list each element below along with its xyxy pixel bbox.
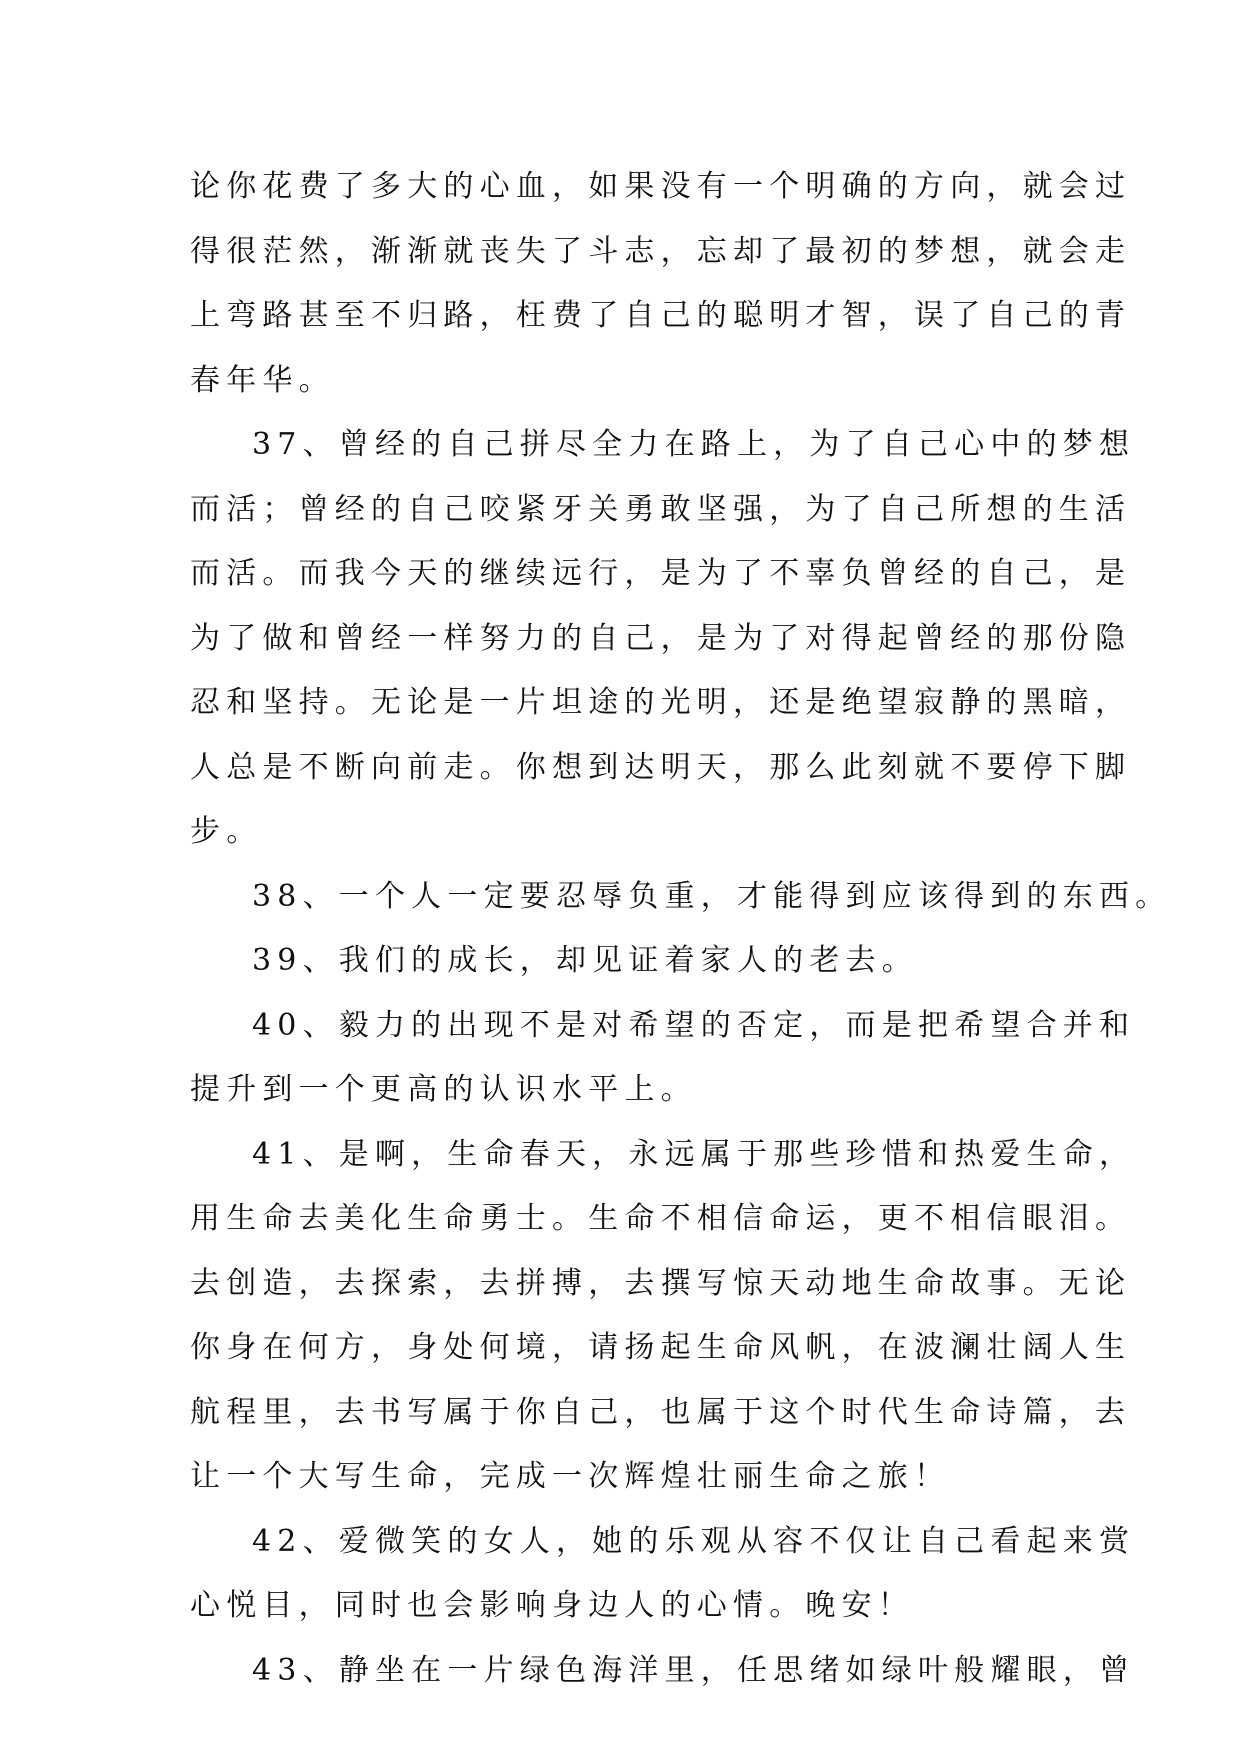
text-line: 40、毅力的出现不是对希望的否定，而是把希望合并和 [252,1007,1136,1043]
text-line: 39、我们的成长，却见证着家人的老去。 [252,943,918,978]
text-line: 你身在何方，身处何境，请扬起生命风帆，在波澜壮阔人生 [190,1330,1132,1365]
text-line: 42、爱微笑的女人，她的乐观从容不仅让自己看起来赏 [252,1523,1136,1559]
text-line: 上弯路甚至不归路，枉费了自己的聪明才智，误了自己的青 [190,298,1132,333]
text-line: 43、静坐在一片绿色海洋里，任思绪如绿叶般耀眼，曾 [252,1652,1136,1688]
text-line: 春年华。 [190,362,335,398]
text-line: 而活。而我今天的继续远行，是为了不辜负曾经的自己，是 [190,556,1132,591]
text-line: 让一个大写生命，完成一次辉煌壮丽生命之旅！ [190,1459,951,1494]
text-line: 人总是不断向前走。你想到达明天，那么此刻就不要停下脚 [190,749,1132,785]
text-line: 忍和坚持。无论是一片坦途的光明，还是绝望寂静的黑暗， [190,685,1132,720]
text-line: 37、曾经的自己拼尽全力在路上，为了自己心中的梦想 [252,427,1136,462]
text-line: 去创造，去探索，去拼搏，去撰写惊天动地生命故事。无论 [190,1265,1132,1301]
text-line: 得很茫然，渐渐就丧失了斗志，忘却了最初的梦想，就会走 [190,233,1132,269]
text-line: 为了做和曾经一样努力的自己，是为了对得起曾经的那份隐 [190,620,1132,656]
text-line: 提升到一个更高的认识水平上。 [190,1072,697,1107]
text-line: 38、一个人一定要忍辱负重，才能得到应该得到的东西。 [252,878,1172,914]
document-body [190,155,1172,1703]
text-line: 心悦目，同时也会影响身边人的心情。晚安！ [190,1588,914,1623]
text-line: 而活；曾经的自己咬紧牙关勇敢坚强，为了自己所想的生活 [190,491,1132,527]
text-line: 步。 [190,814,263,849]
text-line: 41、是啊，生命春天，永远属于那些珍惜和热爱生命， [252,1136,1136,1172]
text-line: 论你花费了多大的心血，如果没有一个明确的方向，就会过 [190,169,1132,204]
text-line: 航程里，去书写属于你自己，也属于这个时代生命诗篇，去 [190,1394,1132,1430]
text-line: 用生命去美化生命勇士。生命不相信命运，更不相信眼泪。 [190,1201,1132,1236]
